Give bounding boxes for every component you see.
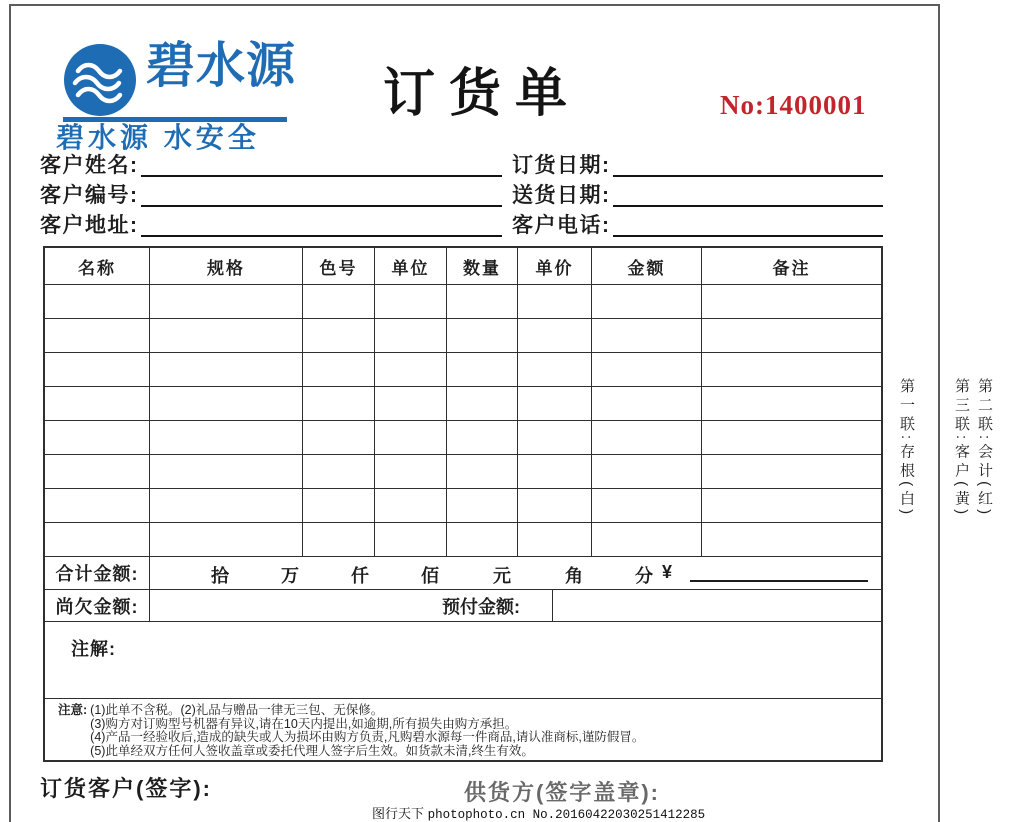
item-cell[interactable] [518,421,592,454]
item-cell[interactable] [375,489,447,522]
item-cell[interactable] [447,319,518,352]
item-cell[interactable] [592,353,702,386]
brand-name: 碧水源 [146,39,297,93]
field-label: 订货日期: [512,153,611,177]
item-row [45,523,881,557]
item-row [45,489,881,523]
digit-fen: 分 [635,566,653,586]
item-cell[interactable] [447,455,518,488]
col-header-amount: 金额 [592,248,702,284]
item-cell[interactable] [447,523,518,556]
field-customer-id [40,180,502,207]
col-header-name: 名称 [45,248,150,284]
item-cell[interactable] [518,387,592,420]
digit-tenthous: 万 [281,566,299,586]
total-amount-row [45,557,881,590]
brand-slogan: 碧水源 水安全 [56,122,260,153]
item-cell[interactable] [702,285,881,318]
item-cell[interactable] [375,387,447,420]
field-customer-phone [512,210,883,237]
item-cell[interactable] [702,421,881,454]
col-header-color: 色号 [303,248,375,284]
prepaid-amount-label: 预付金额: [442,596,520,617]
item-cell[interactable] [592,421,702,454]
item-cell[interactable] [702,523,881,556]
field-delivery-date [512,180,883,207]
item-cell[interactable] [45,455,150,488]
notice-line: (5)此单经双方任何人签收盖章或委托代理人签字后生效。如货款未清,终生有效。 [90,743,534,758]
notice-line: (1)此单不含税。(2)礼品与赠品一律无三包、无保修。 [90,703,384,717]
field-label: 客户电话: [512,213,611,237]
item-cell[interactable] [150,353,303,386]
item-cell[interactable] [45,387,150,420]
customer-address-input[interactable] [141,208,503,237]
item-cell[interactable] [518,353,592,386]
item-row [45,387,881,421]
field-label: 客户编号: [40,183,139,207]
item-cell[interactable] [592,319,702,352]
total-amount-label: 合计金额: [45,557,150,589]
item-row [45,421,881,455]
stub-copy-3-yellow: 第三联:客户(黄) [953,378,970,519]
item-cell[interactable] [518,285,592,318]
customer-id-input[interactable] [141,178,503,207]
item-cell[interactable] [45,319,150,352]
item-cell[interactable] [150,421,303,454]
digit-thousand: 仟 [351,566,369,586]
col-header-price: 单价 [518,248,592,284]
notice-label: 注意: [58,703,88,717]
digit-hundred: 佰 [421,566,439,586]
item-cell[interactable] [303,387,375,420]
digit-tens: 拾 [211,566,229,586]
notice-lines [90,704,644,760]
notice-line: (4)产品一经验收后,造成的缺失或人为损坏由购方负责,凡购碧水源每一件商品,请认准商标,谨防假冒。 [90,730,645,744]
item-cell[interactable] [375,421,447,454]
item-cell[interactable] [303,455,375,488]
item-cell[interactable] [447,489,518,522]
item-grid [45,285,881,557]
item-cell[interactable] [702,353,881,386]
item-cell[interactable] [592,455,702,488]
item-cell[interactable] [303,489,375,522]
customer-name-input[interactable] [141,148,503,177]
item-cell[interactable] [518,489,592,522]
item-cell[interactable] [518,455,592,488]
item-row [45,285,881,319]
item-cell[interactable] [375,285,447,318]
item-cell[interactable] [45,285,150,318]
owed-amount-cell[interactable] [150,590,553,621]
remark-section[interactable] [45,622,881,699]
item-cell[interactable] [447,421,518,454]
item-cell[interactable] [150,523,303,556]
col-header-spec: 规格 [150,248,303,284]
item-cell[interactable] [45,489,150,522]
watermark [372,803,705,822]
item-cell[interactable] [303,285,375,318]
owed-amount-label: 尚欠金额: [45,590,150,621]
stub-copy-1-white: 第一联:存根(白) [898,378,915,519]
item-cell[interactable] [45,523,150,556]
item-cell[interactable] [518,523,592,556]
item-cell[interactable] [518,319,592,352]
field-customer-name [40,150,502,177]
field-label: 客户地址: [40,213,139,237]
item-cell[interactable] [303,523,375,556]
watermark-site-name: 图行天下 [372,806,425,821]
item-cell[interactable] [592,387,702,420]
customer-signature-label[interactable]: 订货客户(签字): [40,776,212,801]
item-cell[interactable] [150,489,303,522]
item-cell[interactable] [303,353,375,386]
digit-jiao: 角 [565,566,583,586]
item-row [45,353,881,387]
item-cell[interactable] [150,455,303,488]
notice-line: (3)购方对订购型号机器有异议,请在10天内提出,如逾期,所有损失由购方承担。 [90,716,518,731]
watermark-serial: photophoto.cn No.20160422030251412285 [427,808,706,822]
total-amount-input[interactable] [690,580,868,582]
item-cell[interactable] [592,523,702,556]
item-cell[interactable] [447,353,518,386]
notice-section [45,699,881,760]
col-header-qty: 数量 [447,248,518,284]
customer-phone-input[interactable] [613,208,884,237]
item-cell[interactable] [702,319,881,352]
waves-logo-icon [63,43,137,117]
field-label: 客户姓名: [40,153,139,177]
supplier-signature-label[interactable]: 供货方(签字盖章): [464,780,660,805]
total-amount-area[interactable] [150,557,881,589]
order-number: No:1400001 [720,90,867,120]
item-cell[interactable] [447,285,518,318]
order-items-table [43,246,883,762]
item-cell[interactable] [150,387,303,420]
item-cell[interactable] [702,489,881,522]
item-cell[interactable] [303,319,375,352]
item-row [45,455,881,489]
item-cell[interactable] [375,319,447,352]
item-cell[interactable] [702,455,881,488]
page-title: 订货单 [383,66,582,123]
item-cell[interactable] [45,421,150,454]
item-cell[interactable] [45,353,150,386]
field-label: 送货日期: [512,183,611,207]
col-header-remark: 备注 [772,258,811,278]
digit-yuan: 元 [493,566,511,586]
item-row [45,319,881,353]
item-cell[interactable] [375,455,447,488]
order-date-input[interactable] [613,148,884,177]
item-cell[interactable] [375,523,447,556]
field-customer-address [40,210,502,237]
item-cell[interactable] [592,489,702,522]
remark-label: 注解: [71,639,116,659]
field-order-date [512,150,883,177]
table-header-row [45,248,881,285]
item-cell[interactable] [150,319,303,352]
item-cell[interactable] [592,285,702,318]
item-cell[interactable] [303,421,375,454]
item-cell[interactable] [447,387,518,420]
item-cell[interactable] [702,387,881,420]
balance-row [45,590,881,622]
col-header-unit: 单位 [375,248,447,284]
delivery-date-input[interactable] [613,178,884,207]
prepaid-amount-cell[interactable] [553,590,881,621]
item-cell[interactable] [150,285,303,318]
currency-symbol: ¥ [662,562,673,582]
item-cell[interactable] [375,353,447,386]
stub-copy-2-red: 第二联:会计(红) [976,378,993,519]
